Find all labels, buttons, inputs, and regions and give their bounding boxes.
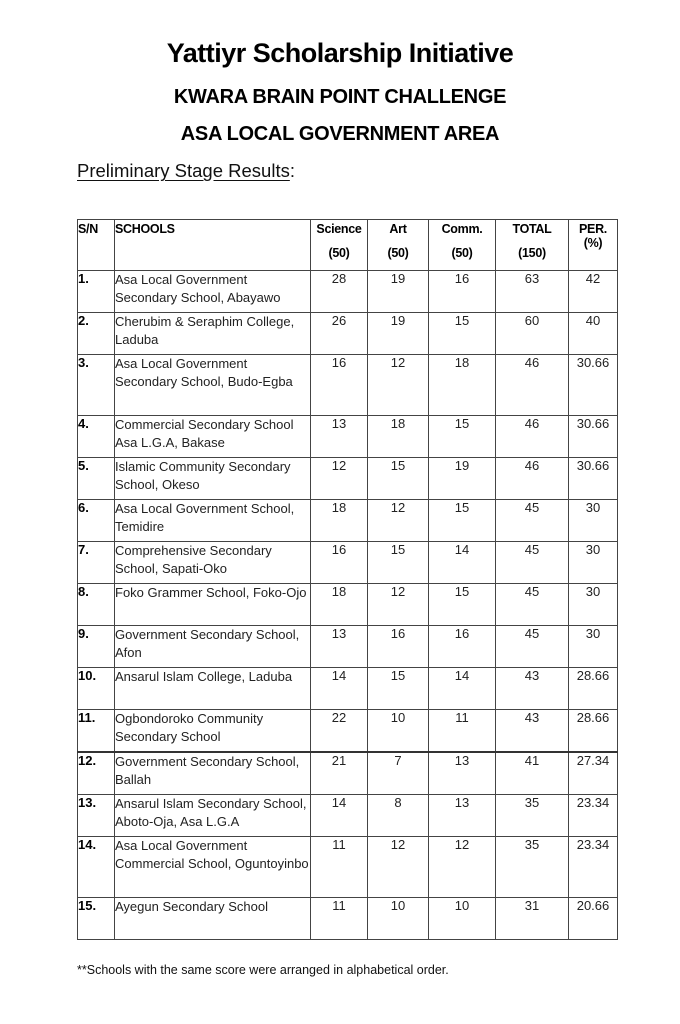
table-row xyxy=(78,626,618,668)
row-sn: 12. xyxy=(78,752,115,795)
row-total: 45 xyxy=(496,542,569,584)
row-comm: 13 xyxy=(429,752,496,795)
results-table xyxy=(77,219,618,940)
row-art: 7 xyxy=(368,752,429,795)
row-comm: 13 xyxy=(429,795,496,837)
row-total: 46 xyxy=(496,355,569,416)
row-per: 30 xyxy=(569,500,618,542)
column-header-art: Art (50) xyxy=(368,220,429,271)
row-total: 45 xyxy=(496,626,569,668)
row-comm: 19 xyxy=(429,458,496,500)
row-science: 11 xyxy=(311,837,368,898)
column-header-sn: S/N xyxy=(78,220,115,271)
row-art: 10 xyxy=(368,710,429,753)
row-art: 16 xyxy=(368,626,429,668)
row-sn: 5. xyxy=(78,458,115,500)
row-per: 30.66 xyxy=(569,416,618,458)
row-sn: 4. xyxy=(78,416,115,458)
row-total: 46 xyxy=(496,416,569,458)
row-comm: 14 xyxy=(429,542,496,584)
row-science: 16 xyxy=(311,542,368,584)
row-per: 40 xyxy=(569,313,618,355)
row-per: 30 xyxy=(569,542,618,584)
row-school: Ansarul Islam Secondary School, Aboto-Oja, Asa L.G.A xyxy=(115,795,311,837)
row-sn: 3. xyxy=(78,355,115,416)
table-row xyxy=(78,458,618,500)
column-header-total: TOTAL (150) xyxy=(496,220,569,271)
row-school: Ayegun Secondary School xyxy=(115,898,311,940)
row-total: 46 xyxy=(496,458,569,500)
column-header-percentage: PER. (%) xyxy=(569,220,618,271)
row-school: Foko Grammer School, Foko-Ojo xyxy=(115,584,311,626)
column-header-schools: SCHOOLS xyxy=(115,220,311,271)
row-school: Cherubim & Seraphim College, Laduba xyxy=(115,313,311,355)
row-total: 35 xyxy=(496,837,569,898)
row-art: 12 xyxy=(368,584,429,626)
table-row xyxy=(78,710,618,753)
table-row xyxy=(78,668,618,710)
table-row xyxy=(78,355,618,416)
table-row xyxy=(78,271,618,313)
row-total: 60 xyxy=(496,313,569,355)
row-comm: 11 xyxy=(429,710,496,753)
row-comm: 14 xyxy=(429,668,496,710)
row-school: Ansarul Islam College, Laduba xyxy=(115,668,311,710)
row-science: 18 xyxy=(311,500,368,542)
row-total: 63 xyxy=(496,271,569,313)
row-science: 16 xyxy=(311,355,368,416)
row-school: Government Secondary School, Ballah xyxy=(115,752,311,795)
row-comm: 15 xyxy=(429,313,496,355)
event-title: KWARA BRAIN POINT CHALLENGE xyxy=(173,86,507,108)
row-art: 19 xyxy=(368,271,429,313)
row-art: 15 xyxy=(368,458,429,500)
table-row xyxy=(78,795,618,837)
row-sn: 15. xyxy=(78,898,115,940)
row-total: 43 xyxy=(496,710,569,753)
row-school: Islamic Community Secondary School, Okeso xyxy=(115,458,311,500)
column-header-commerce: Comm. (50) xyxy=(429,220,496,271)
row-sn: 8. xyxy=(78,584,115,626)
row-school: Asa Local Government Commercial School, Oguntoyinbo xyxy=(115,837,311,898)
row-per: 28.66 xyxy=(569,710,618,753)
table-row xyxy=(78,752,618,795)
section-heading xyxy=(77,160,295,182)
row-per: 28.66 xyxy=(569,668,618,710)
row-total: 45 xyxy=(496,500,569,542)
row-comm: 15 xyxy=(429,584,496,626)
footnote: **Schools with the same score were arranged in alphabetical order. xyxy=(77,963,449,977)
row-science: 22 xyxy=(311,710,368,753)
row-school: Asa Local Government Secondary School, Budo-Egba xyxy=(115,355,311,416)
table-row xyxy=(78,416,618,458)
row-comm: 10 xyxy=(429,898,496,940)
row-per: 30.66 xyxy=(569,355,618,416)
row-per: 27.34 xyxy=(569,752,618,795)
row-art: 8 xyxy=(368,795,429,837)
row-sn: 10. xyxy=(78,668,115,710)
row-total: 41 xyxy=(496,752,569,795)
row-school: Asa Local Government School, Temidire xyxy=(115,500,311,542)
column-header-science: Science (50) xyxy=(311,220,368,271)
row-science: 18 xyxy=(311,584,368,626)
row-school: Ogbondoroko Community Secondary School xyxy=(115,710,311,753)
table-header-row xyxy=(78,220,618,271)
row-sn: 11. xyxy=(78,710,115,753)
table-row xyxy=(78,313,618,355)
row-school: Government Secondary School, Afon xyxy=(115,626,311,668)
row-sn: 14. xyxy=(78,837,115,898)
row-per: 30.66 xyxy=(569,458,618,500)
document-title: Yattiyr Scholarship Initiative xyxy=(166,38,514,68)
row-sn: 6. xyxy=(78,500,115,542)
row-art: 18 xyxy=(368,416,429,458)
row-total: 43 xyxy=(496,668,569,710)
row-school: Comprehensive Secondary School, Sapati-Oko xyxy=(115,542,311,584)
row-comm: 12 xyxy=(429,837,496,898)
row-comm: 16 xyxy=(429,626,496,668)
row-per: 42 xyxy=(569,271,618,313)
row-sn: 1. xyxy=(78,271,115,313)
row-sn: 13. xyxy=(78,795,115,837)
table-row xyxy=(78,837,618,898)
row-sn: 9. xyxy=(78,626,115,668)
row-art: 10 xyxy=(368,898,429,940)
row-per: 23.34 xyxy=(569,795,618,837)
row-art: 19 xyxy=(368,313,429,355)
row-art: 12 xyxy=(368,837,429,898)
row-school: Commercial Secondary School Asa L.G.A, Bakase xyxy=(115,416,311,458)
row-sn: 7. xyxy=(78,542,115,584)
row-science: 26 xyxy=(311,313,368,355)
row-science: 14 xyxy=(311,668,368,710)
row-science: 13 xyxy=(311,416,368,458)
row-comm: 15 xyxy=(429,500,496,542)
row-science: 28 xyxy=(311,271,368,313)
row-art: 15 xyxy=(368,542,429,584)
row-science: 11 xyxy=(311,898,368,940)
row-art: 12 xyxy=(368,355,429,416)
row-comm: 18 xyxy=(429,355,496,416)
table-row xyxy=(78,542,618,584)
row-comm: 15 xyxy=(429,416,496,458)
row-total: 45 xyxy=(496,584,569,626)
row-comm: 16 xyxy=(429,271,496,313)
row-per: 30 xyxy=(569,584,618,626)
row-science: 13 xyxy=(311,626,368,668)
row-science: 12 xyxy=(311,458,368,500)
row-total: 31 xyxy=(496,898,569,940)
section-heading-colon: : xyxy=(289,160,295,181)
area-title: ASA LOCAL GOVERNMENT AREA xyxy=(180,123,500,145)
row-per: 30 xyxy=(569,626,618,668)
table-row xyxy=(78,584,618,626)
table-row xyxy=(78,898,618,940)
row-art: 12 xyxy=(368,500,429,542)
row-per: 20.66 xyxy=(569,898,618,940)
row-sn: 2. xyxy=(78,313,115,355)
row-science: 14 xyxy=(311,795,368,837)
row-total: 35 xyxy=(496,795,569,837)
section-heading-label: Preliminary Stage Results xyxy=(77,160,290,181)
table-row xyxy=(78,500,618,542)
row-per: 23.34 xyxy=(569,837,618,898)
row-art: 15 xyxy=(368,668,429,710)
row-science: 21 xyxy=(311,752,368,795)
row-school: Asa Local Government Secondary School, Abayawo xyxy=(115,271,311,313)
